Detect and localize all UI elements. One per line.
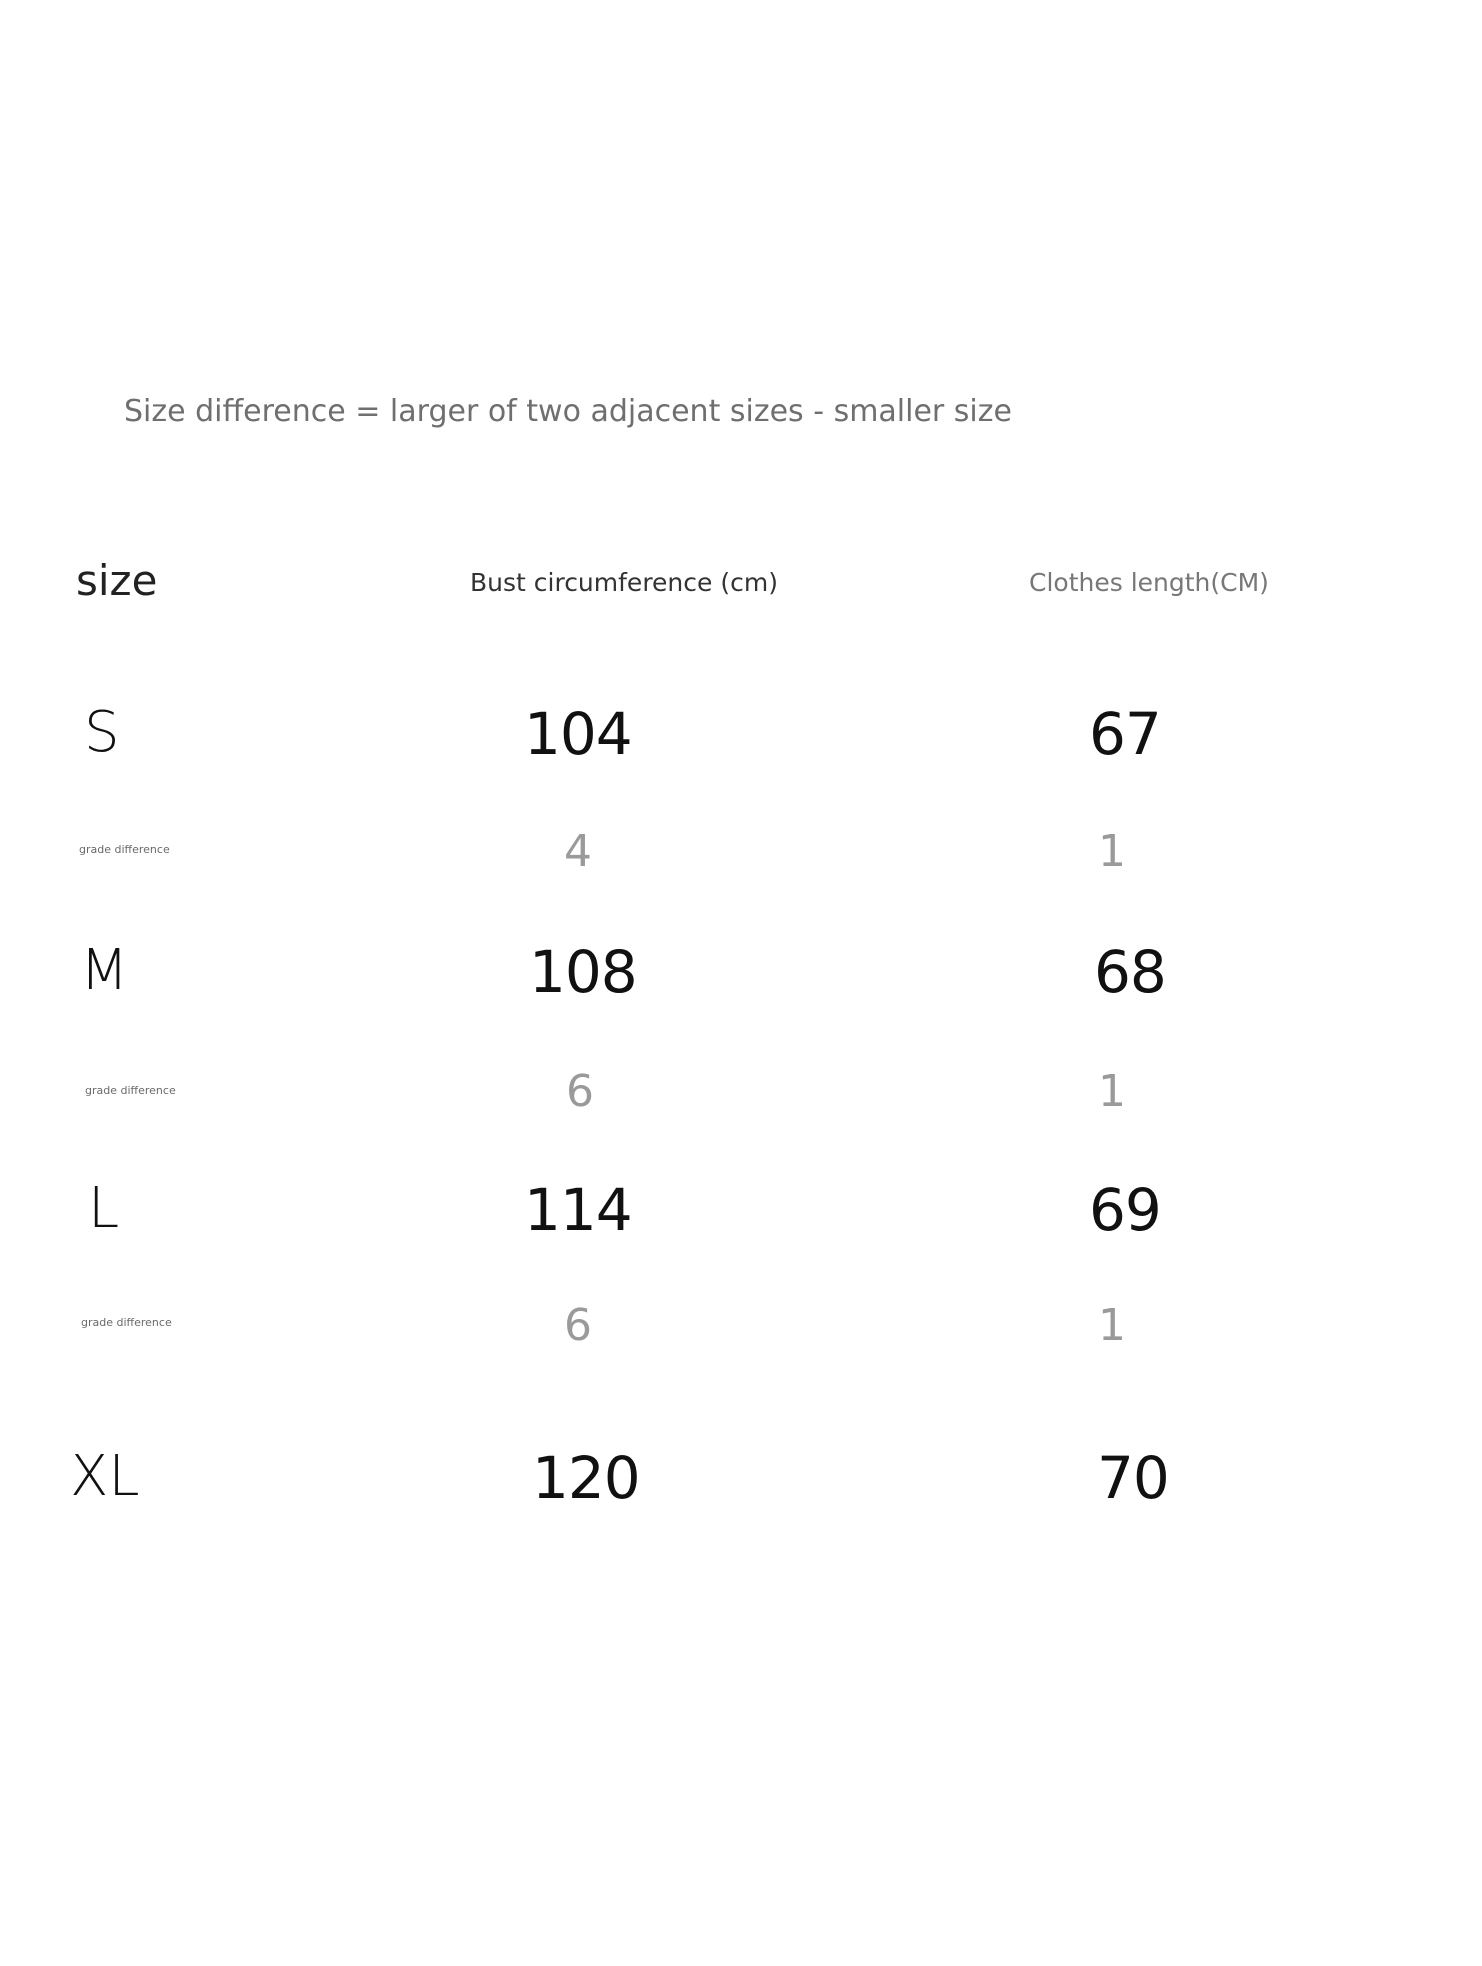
header-clothes-length: Clothes length(CM) (1029, 568, 1269, 597)
grade-bust-value: 6 (564, 1300, 592, 1351)
length-value-m: 68 (1094, 938, 1166, 1006)
grade-bust-value: 6 (566, 1066, 594, 1117)
size-label-m: M (80, 938, 129, 1003)
length-value-l: 69 (1089, 1176, 1161, 1244)
header-size: size (76, 556, 158, 605)
bust-value-s: 104 (524, 700, 632, 768)
grade-length-value: 1 (1098, 1066, 1126, 1117)
grade-difference-label: grade difference (85, 1084, 176, 1097)
bust-value-l: 114 (524, 1176, 632, 1244)
size-label-s: S (84, 700, 120, 765)
bust-value-m: 108 (529, 938, 637, 1006)
grade-length-value: 1 (1098, 1300, 1126, 1351)
grade-bust-value: 4 (564, 826, 592, 877)
header-bust-circumference: Bust circumference (cm) (470, 568, 778, 597)
size-difference-note: Size difference = larger of two adjacent sizes - smaller size (124, 394, 1012, 429)
length-value-s: 67 (1089, 700, 1161, 768)
length-value-xl: 70 (1097, 1444, 1169, 1512)
grade-difference-label: grade difference (81, 1316, 172, 1329)
size-label-l: L (88, 1176, 120, 1241)
grade-difference-label: grade difference (79, 843, 170, 856)
bust-value-xl: 120 (532, 1444, 640, 1512)
size-label-xl: XL (70, 1444, 140, 1509)
grade-length-value: 1 (1098, 826, 1126, 877)
